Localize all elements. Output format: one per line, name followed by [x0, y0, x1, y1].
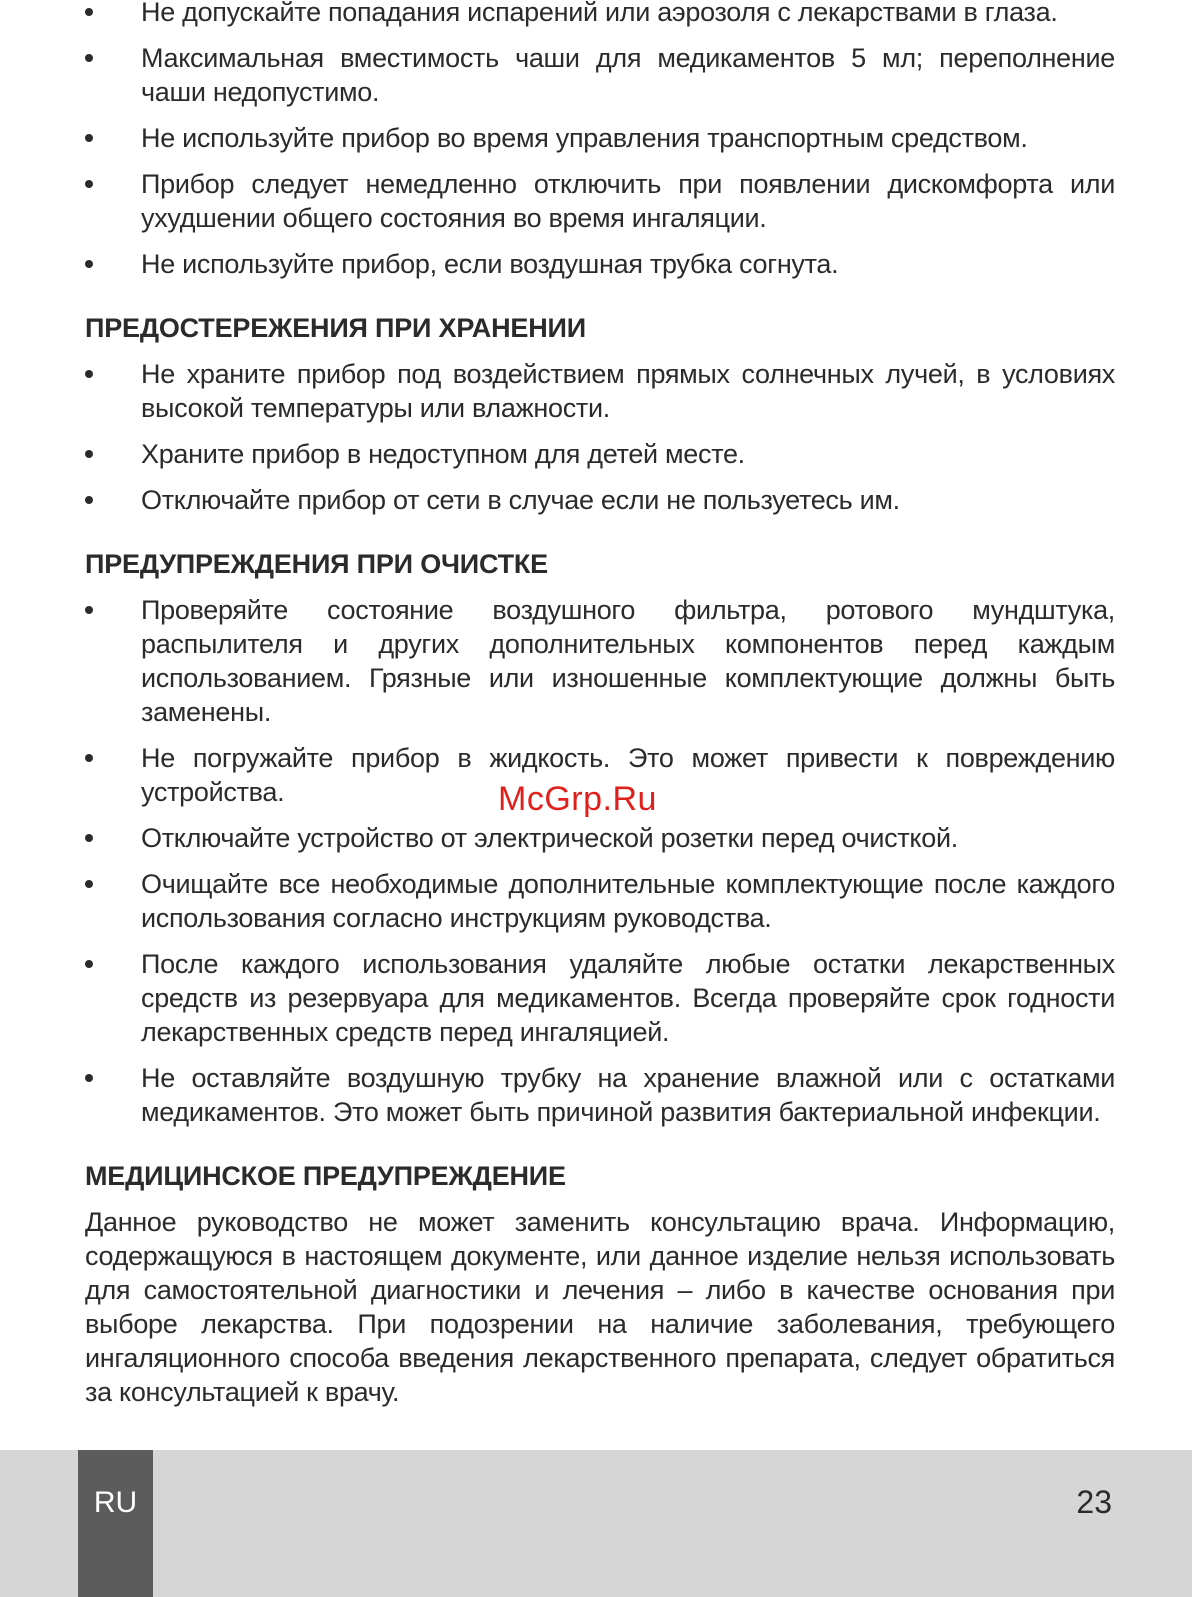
- cleaning-section-title: ПРЕДУПРЕЖДЕНИЯ ПРИ ОЧИСТКЕ: [85, 549, 548, 579]
- list-item: Не используйте прибор, если воздушная трубка согнута.: [85, 247, 1115, 281]
- list-item: Проверяйте состояние воздушного фильтра, ротового мундштука, распылителя и других дополнительных компонентов перед каждым использованием. Грязные или изношенные комплектующие должны быть заменены.: [85, 593, 1115, 729]
- list-item: Не допускайте попадания испарений или аэрозоля с лекарствами в глаза.: [85, 0, 1115, 29]
- bullet-icon: [85, 54, 93, 62]
- page-number: 23: [1076, 1484, 1112, 1520]
- bullet-icon: [85, 606, 93, 614]
- bullet-icon: [85, 880, 93, 888]
- bullet-icon: [85, 754, 93, 762]
- list-item: Не используйте прибор во время управления транспортным средством.: [85, 121, 1115, 155]
- list-item: Не храните прибор под воздействием прямых солнечных лучей, в условиях высокой температуры или влажности.: [85, 357, 1115, 425]
- list-item: Максимальная вместимость чаши для медикаментов 5 мл; переполнение чаши недопустимо.: [85, 41, 1115, 109]
- list-item: Отключайте устройство от электрической розетки перед очисткой.: [85, 821, 1115, 855]
- bullet-icon: [85, 8, 93, 16]
- list-item: Не оставляйте воздушную трубку на хранение влажной или с остатками медикаментов. Это может быть причиной развития бактериальной инфекции.: [85, 1061, 1115, 1129]
- list-item: После каждого использования удаляйте любые остатки лекарственных средств из резервуара для медикаментов. Всегда проверяйте срок годности лекарственных средств перед ингаляцией.: [85, 947, 1115, 1049]
- list-item: Отключайте прибор от сети в случае если не пользуетесь им.: [85, 483, 1115, 517]
- cleaning-bullet-list: [85, 593, 1115, 1129]
- storage-section-title: ПРЕДОСТЕРЕЖЕНИЯ ПРИ ХРАНЕНИИ: [85, 313, 586, 343]
- watermark-logo: McGrp.Ru: [498, 780, 657, 818]
- bullet-icon: [85, 450, 93, 458]
- bullet-icon: [85, 260, 93, 268]
- bullet-icon: [85, 496, 93, 504]
- list-item: Прибор следует немедленно отключить при появлении дискомфорта или ухудшении общего состояния во время ингаляции.: [85, 167, 1115, 235]
- medical-section-title: МЕДИЦИНСКОЕ ПРЕДУПРЕЖДЕНИЕ: [85, 1161, 566, 1191]
- bullet-icon: [85, 960, 93, 968]
- page-footer: [0, 1450, 1192, 1597]
- list-item: Храните прибор в недоступном для детей месте.: [85, 437, 1115, 471]
- medical-paragraph: Данное руководство не может заменить консультацию врача. Информацию, содержащуюся в настоящем документе, или данное изделие нельзя использовать для самостоятельной диагностики и лечения – либо в качестве основания при выборе лекарства. При подозрении на наличие заболевания, требующего ингаляционного способа введения лекарственного препарата, следует обратиться за консультацией к врачу.: [85, 1207, 1115, 1407]
- bullet-icon: [85, 134, 93, 142]
- language-tab: [78, 1450, 153, 1597]
- bullet-icon: [85, 370, 93, 378]
- bullet-icon: [85, 180, 93, 188]
- language-label: RU: [93, 1486, 138, 1519]
- list-item: Очищайте все необходимые дополнительные комплектующие после каждого использования согласно инструкциям руководства.: [85, 867, 1115, 935]
- bullet-icon: [85, 834, 93, 842]
- list-item: Не погружайте прибор в жидкость. Это может привести к повреждению устройства.: [85, 741, 1115, 809]
- storage-bullet-list: [85, 357, 1115, 517]
- bullet-icon: [85, 1074, 93, 1082]
- content-column: [85, 0, 1115, 1409]
- top-bullet-list: [85, 0, 1115, 281]
